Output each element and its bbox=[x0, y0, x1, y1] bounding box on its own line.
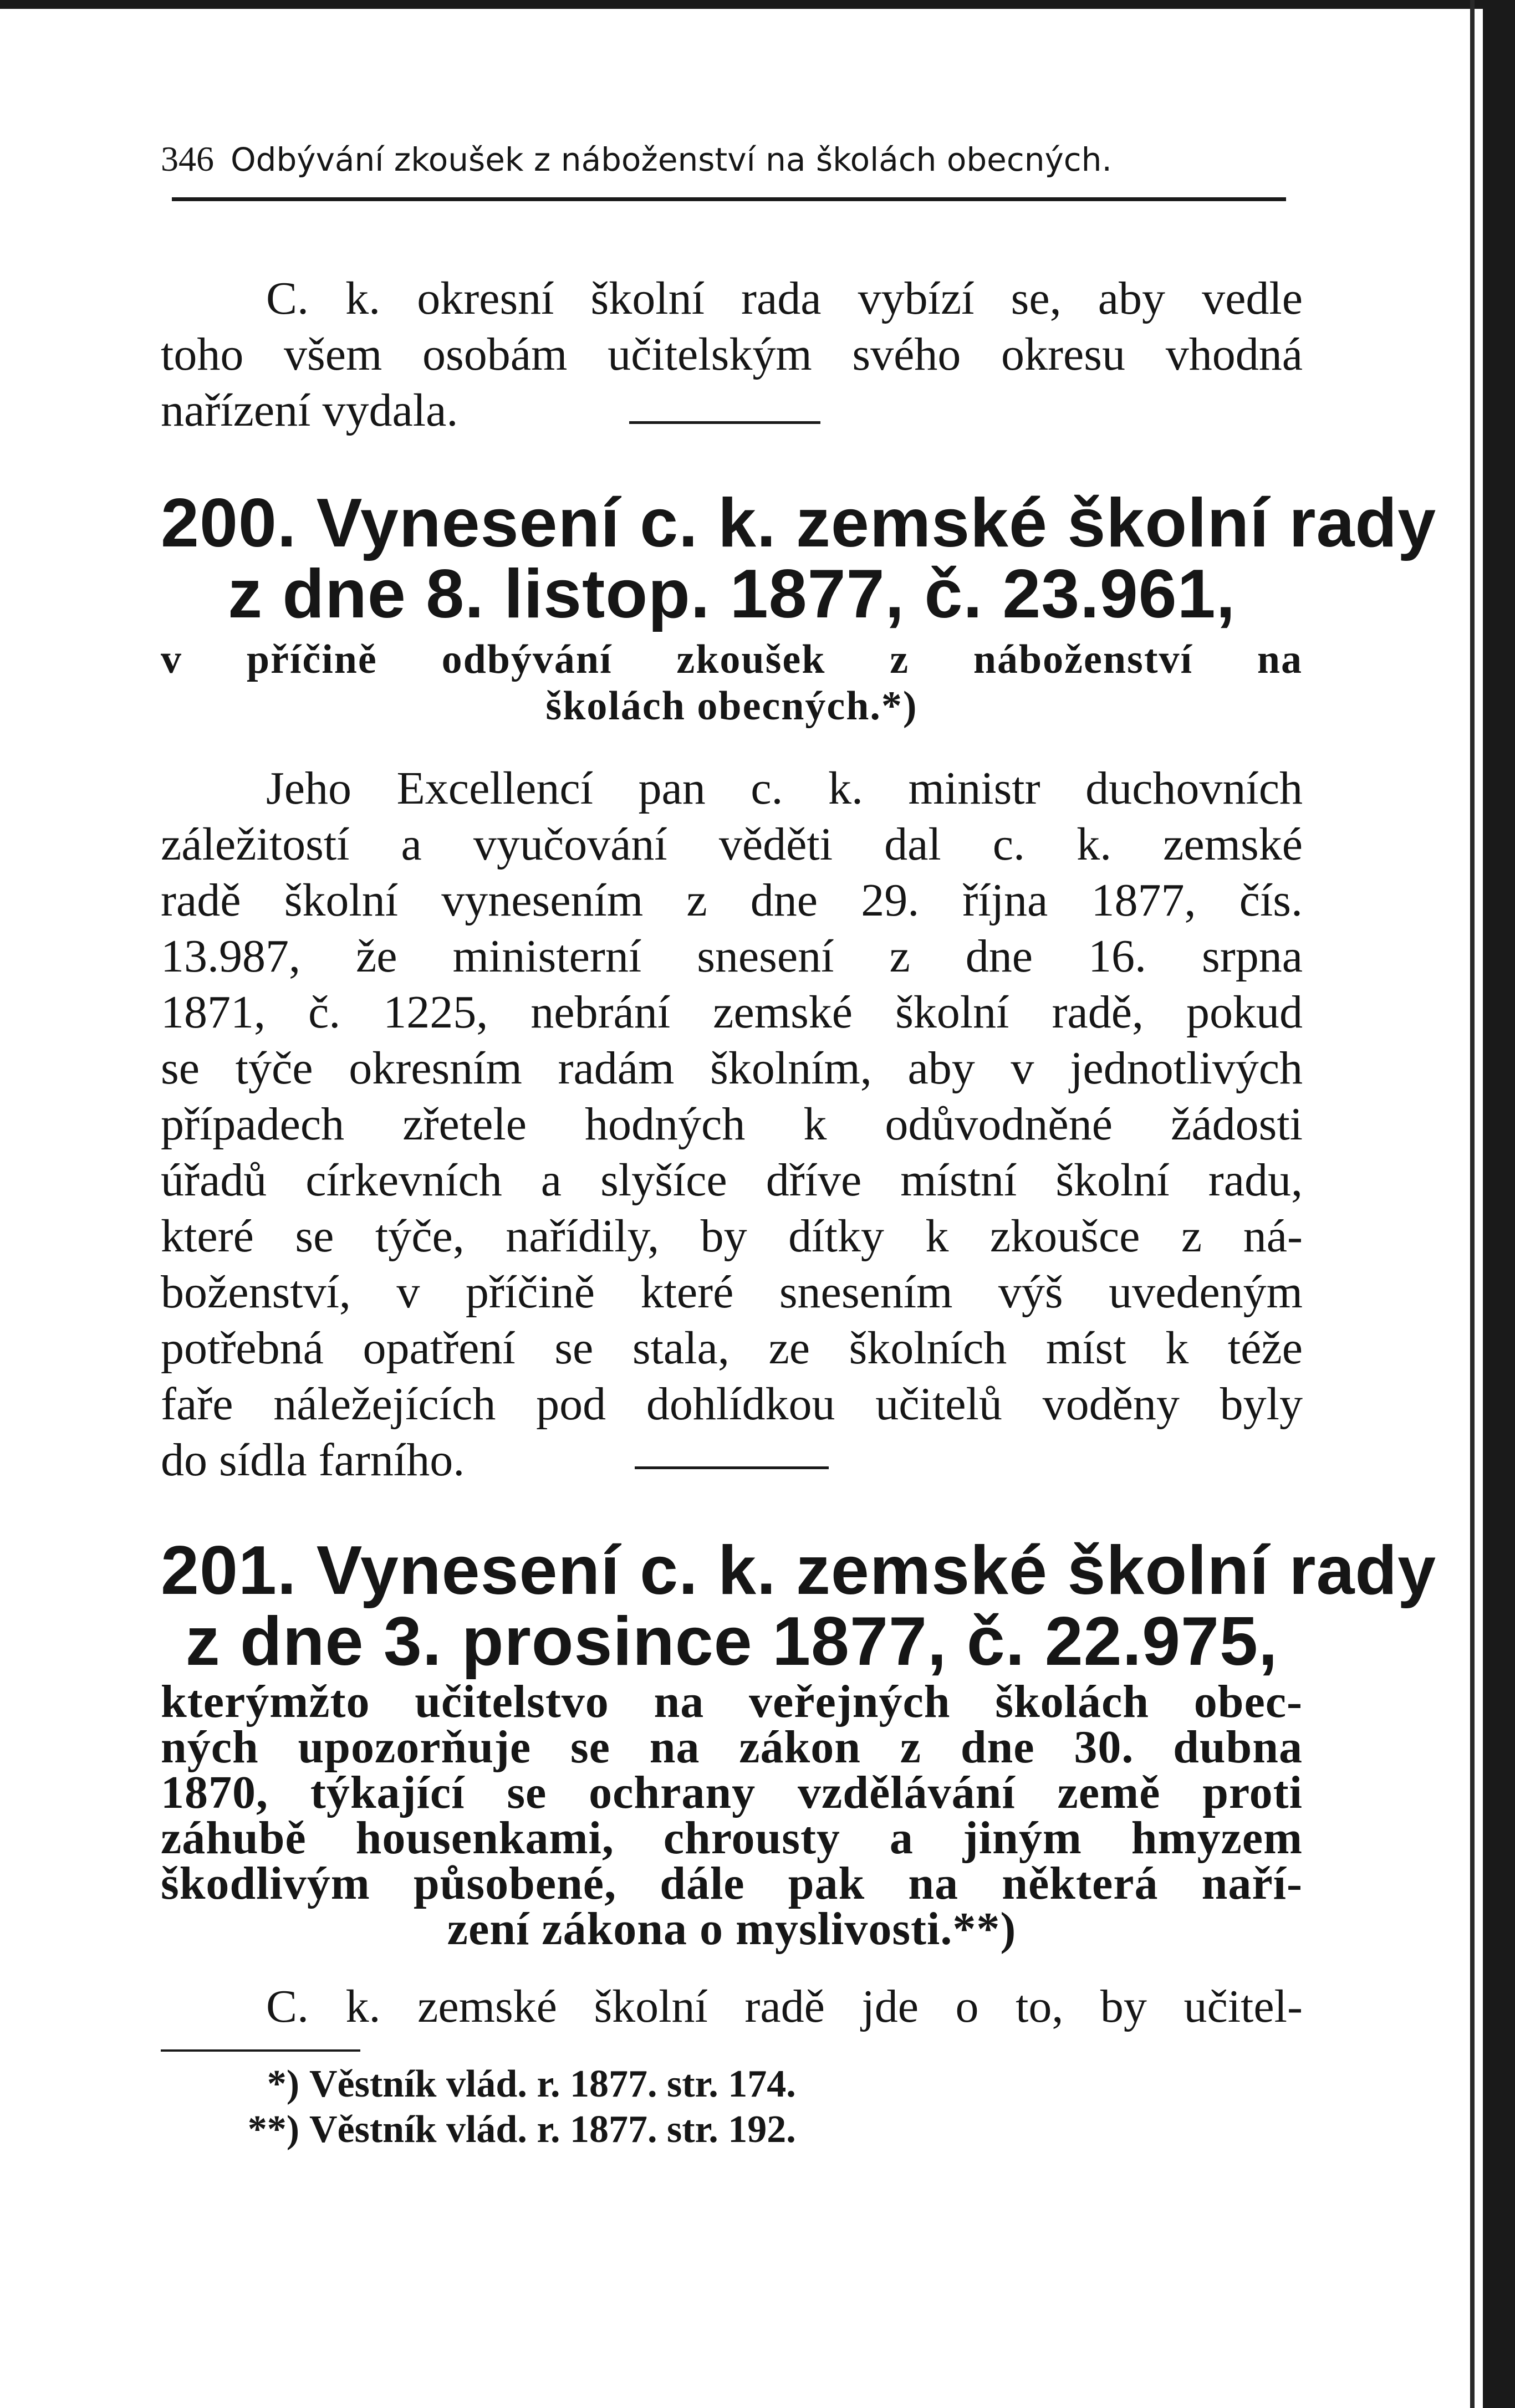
subheading-line: školách obecných.*) bbox=[545, 683, 918, 729]
section-divider bbox=[629, 421, 820, 424]
scan-edge-line bbox=[1470, 0, 1475, 2408]
text-line: do sídla farního. bbox=[161, 1434, 465, 1486]
footnote-text: Věstník vlád. r. 1877. str. 192. bbox=[309, 2108, 796, 2151]
text-line: potřebná opatření se stala, ze školních míst k téže bbox=[161, 1322, 1303, 1374]
heading-line: 200. Vynesení c. k. zemské školní rady bbox=[161, 485, 1437, 561]
subheading-line: škodlivým působené, dále pak na některá naří- bbox=[161, 1858, 1303, 1909]
footnote-rule bbox=[161, 2049, 360, 2052]
header-rule bbox=[172, 197, 1286, 201]
subheading-line: ných upozorňuje se na zákon z dne 30. dubna bbox=[161, 1721, 1303, 1773]
section-200-heading bbox=[161, 485, 1437, 632]
heading-line: z dne 3. prosince 1877, č. 22.975, bbox=[185, 1603, 1278, 1680]
text-line: se týče okresním radám školním, aby v jednotlivých bbox=[161, 1042, 1303, 1094]
running-title: Odbývání zkoušek z náboženství na školách obecných. bbox=[231, 141, 1112, 178]
footnote bbox=[244, 2062, 1075, 2107]
subheading-line: zení zákona o myslivosti.**) bbox=[447, 1903, 1017, 1955]
text-line: případech zřetele hodných k odůvodněné žádosti bbox=[161, 1098, 1303, 1150]
page-number: 346 bbox=[161, 139, 214, 178]
intro-paragraph bbox=[161, 270, 1303, 438]
footnotes bbox=[244, 2062, 1075, 2153]
subheading-line: kterýmžto učitelstvo na veřejných školách obec- bbox=[161, 1676, 1303, 1727]
scan-edge-right bbox=[1483, 0, 1515, 2408]
subheading-line: záhubě housenkami, chrousty a jiným hmyzem bbox=[161, 1812, 1303, 1864]
scan-edge-top bbox=[0, 0, 1515, 9]
footnote-text: Věstník vlád. r. 1877. str. 174. bbox=[309, 2063, 796, 2105]
text-line: 1871, č. 1225, nebrání zemské školní radě, pokud bbox=[161, 986, 1303, 1038]
heading-line: 201. Vynesení c. k. zemské školní rady bbox=[161, 1532, 1437, 1609]
text-line: 13.987, že ministerní snesení z dne 16. srpna bbox=[161, 931, 1303, 982]
heading-line: z dne 8. listop. 1877, č. 23.961, bbox=[227, 556, 1236, 632]
footnote-mark: *) bbox=[267, 2063, 299, 2105]
text-line: faře náležejících pod dohlídkou učitelů voděny byly bbox=[161, 1378, 1303, 1430]
section-201-body bbox=[161, 1978, 1303, 2034]
running-head bbox=[161, 139, 1314, 188]
section-201-subheading bbox=[161, 1676, 1303, 1955]
text-line: C. k. zemské školní radě jde o to, by učitel- bbox=[266, 1981, 1303, 2032]
text-line: úřadů církevních a slyšíce dříve místní školní radu, bbox=[161, 1154, 1303, 1206]
subheading-line: v příčině odbývání zkoušek z náboženství na bbox=[161, 637, 1303, 682]
footnote bbox=[244, 2107, 1075, 2153]
subheading-line: 1870, týkající se ochrany vzdělávání země proti bbox=[161, 1767, 1303, 1818]
footnote-mark: **) bbox=[247, 2108, 299, 2151]
text-line: nařízení vydala. bbox=[161, 385, 458, 436]
text-line: boženství, v příčině které snesením výš uvedeným bbox=[161, 1266, 1303, 1318]
section-201-heading bbox=[161, 1532, 1437, 1680]
text-line: záležitostí a vyučování věděti dal c. k. zemské bbox=[161, 819, 1303, 870]
text-line: Jeho Excellencí pan c. k. ministr duchovních bbox=[266, 763, 1303, 814]
text-line: C. k. okresní školní rada vybízí se, aby vedle bbox=[266, 273, 1303, 324]
section-200-subheading bbox=[161, 636, 1303, 729]
text-line: toho všem osobám učitelským svého okresu vhodná bbox=[161, 329, 1303, 380]
section-200-body bbox=[161, 760, 1303, 1488]
text-line: radě školní vynesením z dne 29. října 1877, čís. bbox=[161, 875, 1303, 926]
section-divider bbox=[635, 1466, 829, 1469]
text-line: které se týče, nařídily, by dítky k zkoušce z ná- bbox=[161, 1210, 1303, 1262]
